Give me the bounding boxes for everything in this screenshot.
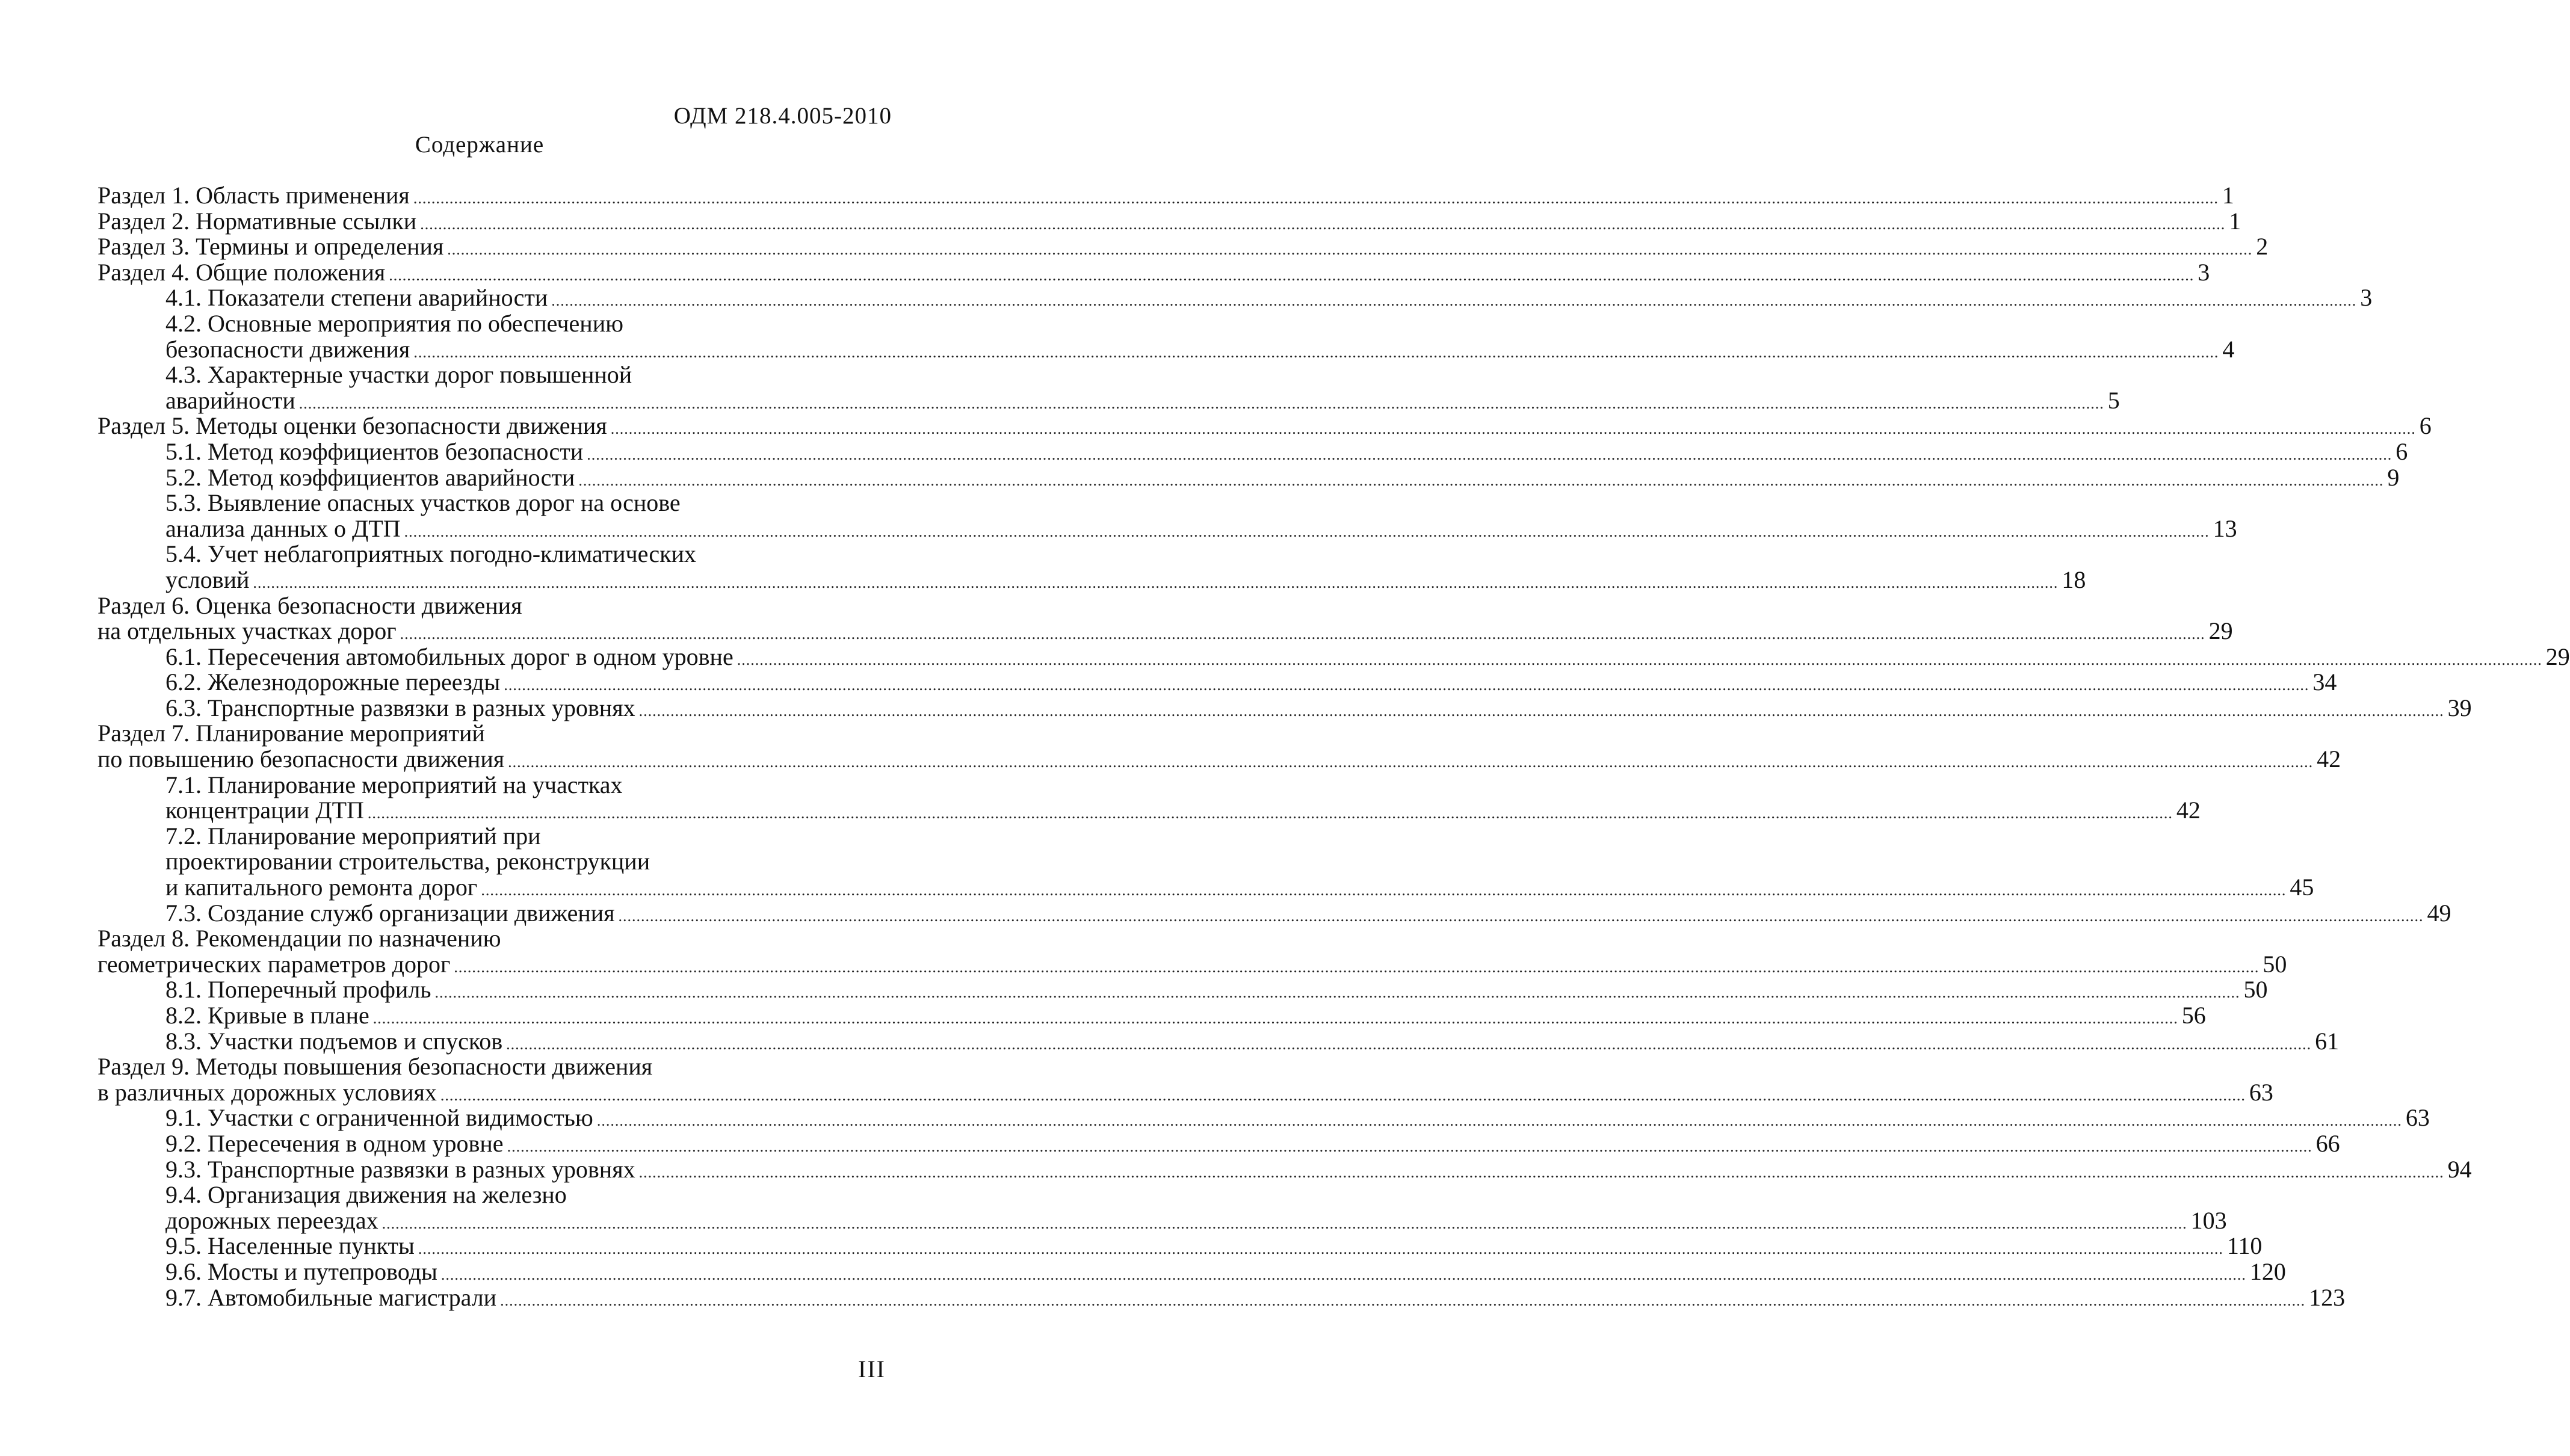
dot-leader: ................................................................................................................................................................................................................................................................................................................................................................................................................ bbox=[500, 1291, 2306, 1309]
dot-leader: ................................................................................................................................................................................................................................................................................................................................................................................................................ bbox=[440, 1086, 2246, 1104]
table-of-contents bbox=[0, 182, 2570, 1311]
toc-entry-text: Раздел 2. Нормативные ссылки bbox=[97, 207, 417, 235]
toc-page-number: 2 bbox=[2256, 233, 2269, 261]
dot-leader: ................................................................................................................................................................................................................................................................................................................................................................................................................ bbox=[481, 881, 2287, 899]
toc-entry[interactable] bbox=[0, 694, 2472, 721]
toc-entry[interactable] bbox=[0, 1232, 2263, 1260]
toc-page-number: 42 bbox=[2176, 797, 2201, 824]
toc-entry[interactable] bbox=[0, 899, 2451, 927]
toc-entry[interactable] bbox=[0, 309, 2235, 363]
toc-entry-text: геометрических параметров дорог bbox=[97, 950, 451, 978]
toc-entry[interactable] bbox=[0, 1181, 2227, 1234]
toc-entry-text: и капитального ремонта дорог bbox=[165, 874, 478, 901]
toc-page-number: 1 bbox=[2222, 182, 2234, 209]
toc-page-number: 120 bbox=[2249, 1257, 2286, 1285]
dot-leader: ................................................................................................................................................................................................................................................................................................................................................................................................................ bbox=[420, 215, 2226, 233]
toc-entry-text: 8.3. Участки подъемов и спусков bbox=[165, 1027, 503, 1055]
toc-page-number: 110 bbox=[2226, 1232, 2263, 1260]
toc-entry[interactable] bbox=[0, 1027, 2340, 1055]
toc-page-number: 5 bbox=[2107, 386, 2120, 414]
dot-leader: ................................................................................................................................................................................................................................................................................................................................................................................................................ bbox=[578, 471, 2384, 489]
toc-entry[interactable] bbox=[0, 412, 2432, 440]
toc-entry[interactable] bbox=[0, 463, 2400, 491]
toc-entry-text: 5.2. Метод коэффициентов аварийности bbox=[165, 463, 575, 491]
toc-page-number: 50 bbox=[2263, 950, 2287, 978]
dot-leader: ................................................................................................................................................................................................................................................................................................................................................................................................................ bbox=[737, 650, 2542, 668]
toc-page-number: 66 bbox=[2315, 1129, 2340, 1157]
toc-entry[interactable] bbox=[0, 540, 2086, 593]
toc-entry-text: 8.1. Поперечный профиль bbox=[165, 976, 431, 1004]
toc-entry-text: 4.3. Характерные участки дорог повышенной bbox=[165, 361, 632, 389]
toc-page-number: 29 bbox=[2208, 617, 2233, 645]
toc-entry[interactable] bbox=[0, 1053, 2273, 1106]
dot-leader: ................................................................................................................................................................................................................................................................................................................................................................................................................ bbox=[638, 1163, 2444, 1181]
page-number: III bbox=[858, 1356, 886, 1383]
toc-entry-text: 9.6. Мосты и путепроводы bbox=[165, 1257, 437, 1285]
dot-leader: ................................................................................................................................................................................................................................................................................................................................................................................................................ bbox=[372, 1010, 2178, 1027]
toc-entry-text: 8.2. Кривые в плане bbox=[165, 1002, 369, 1029]
toc-page-number: 6 bbox=[2395, 437, 2408, 465]
dot-leader: ................................................................................................................................................................................................................................................................................................................................................................................................................ bbox=[404, 522, 2210, 540]
toc-entry-text: анализа данных о ДТП bbox=[165, 514, 401, 542]
toc-entry-text: 6.2. Железнодорожные переезды bbox=[165, 668, 501, 696]
toc-entry-text: Раздел 1. Область применения bbox=[97, 182, 410, 209]
dot-leader: ................................................................................................................................................................................................................................................................................................................................................................................................................ bbox=[298, 394, 2104, 412]
toc-page-number: 39 bbox=[2447, 694, 2472, 721]
toc-page-number: 56 bbox=[2181, 1002, 2206, 1029]
toc-entry[interactable] bbox=[0, 489, 2237, 542]
toc-entry-text: по повышению безопасности движения bbox=[97, 745, 505, 773]
toc-page-number: 9 bbox=[2387, 463, 2400, 491]
toc-entry[interactable] bbox=[0, 1002, 2206, 1029]
toc-entry-text: 4.1. Показатели степени аварийности bbox=[165, 284, 548, 312]
toc-entry-text: 5.4. Учет неблагоприятных погодно-климатических bbox=[165, 540, 696, 568]
dot-leader: ................................................................................................................................................................................................................................................................................................................................................................................................................ bbox=[400, 625, 2205, 643]
toc-entry-text: безопасности движения bbox=[165, 335, 410, 363]
toc-page-number: 13 bbox=[2213, 514, 2237, 542]
page-title: Содержание bbox=[415, 132, 545, 158]
toc-page-number: 3 bbox=[2198, 258, 2210, 286]
dot-leader: ................................................................................................................................................................................................................................................................................................................................................................................................................ bbox=[507, 1137, 2312, 1155]
dot-leader: ................................................................................................................................................................................................................................................................................................................................................................................................................ bbox=[638, 702, 2444, 720]
toc-entry-text: условий bbox=[165, 566, 250, 593]
dot-leader: ................................................................................................................................................................................................................................................................................................................................................................................................................ bbox=[447, 241, 2253, 259]
dot-leader: ................................................................................................................................................................................................................................................................................................................................................................................................................ bbox=[389, 266, 2195, 284]
toc-entry[interactable] bbox=[0, 437, 2408, 465]
document-code: ОДМ 218.4.005-2010 bbox=[673, 103, 892, 129]
dot-leader: ................................................................................................................................................................................................................................................................................................................................................................................................................ bbox=[381, 1214, 2187, 1232]
dot-leader: ................................................................................................................................................................................................................................................................................................................................................................................................................ bbox=[504, 676, 2309, 694]
toc-page-number: 61 bbox=[2315, 1027, 2340, 1055]
toc-entry-text: аварийности bbox=[165, 386, 295, 414]
toc-page-number: 1 bbox=[2229, 207, 2241, 235]
toc-page-number: 34 bbox=[2312, 668, 2337, 696]
dot-leader: ................................................................................................................................................................................................................................................................................................................................................................................................................ bbox=[413, 343, 2219, 361]
toc-entry-text: на отдельных участках дорог bbox=[97, 617, 397, 645]
toc-page-number: 29 bbox=[2545, 643, 2570, 670]
toc-entry-text: концентрации ДТП bbox=[165, 797, 364, 824]
toc-entry[interactable] bbox=[0, 720, 2341, 773]
toc-entry-text: дорожных переездах bbox=[165, 1206, 378, 1234]
dot-leader: ................................................................................................................................................................................................................................................................................................................................................................................................................ bbox=[367, 804, 2173, 822]
toc-page-number: 49 bbox=[2427, 899, 2451, 927]
toc-entry[interactable] bbox=[0, 1129, 2340, 1157]
toc-entry-text: проектировании строительства, реконструкции bbox=[165, 848, 650, 875]
toc-entry[interactable] bbox=[0, 284, 2373, 312]
toc-entry[interactable] bbox=[0, 361, 2120, 414]
toc-page-number: 94 bbox=[2447, 1155, 2472, 1183]
toc-entry-text: 7.1. Планирование мероприятий на участках bbox=[165, 771, 623, 798]
toc-entry-text: 9.7. Автомобильные магистрали bbox=[165, 1283, 497, 1311]
toc-entry-text: 7.3. Создание служб организации движения bbox=[165, 899, 615, 927]
toc-entry-text: Раздел 9. Методы повышения безопасности движения bbox=[97, 1053, 653, 1081]
toc-entry[interactable] bbox=[0, 668, 2337, 696]
dot-leader: ................................................................................................................................................................................................................................................................................................................................................................................................................ bbox=[508, 753, 2314, 771]
toc-entry-text: 9.2. Пересечения в одном уровне bbox=[165, 1129, 504, 1157]
dot-leader: ................................................................................................................................................................................................................................................................................................................................................................................................................ bbox=[596, 1112, 2402, 1130]
toc-entry-text: 9.3. Транспортные развязки в разных уровнях bbox=[165, 1155, 635, 1183]
toc-entry-text: 4.2. Основные мероприятия по обеспечению bbox=[165, 309, 623, 337]
toc-entry[interactable] bbox=[0, 643, 2570, 670]
toc-entry[interactable] bbox=[0, 207, 2241, 235]
dot-leader: ................................................................................................................................................................................................................................................................................................................................................................................................................ bbox=[253, 573, 2059, 591]
dot-leader: ................................................................................................................................................................................................................................................................................................................................................................................................................ bbox=[587, 445, 2392, 463]
toc-entry[interactable] bbox=[0, 976, 2268, 1004]
toc-entry[interactable] bbox=[0, 1283, 2346, 1311]
toc-page-number: 3 bbox=[2360, 284, 2373, 312]
dot-leader: ................................................................................................................................................................................................................................................................................................................................................................................................................ bbox=[440, 1265, 2246, 1283]
toc-entry-text: Раздел 5. Методы оценки безопасности движения bbox=[97, 412, 607, 440]
toc-entry[interactable] bbox=[0, 182, 2234, 209]
toc-entry-text: 9.4. Организация движения на железно bbox=[165, 1181, 567, 1209]
toc-entry-text: Раздел 4. Общие положения bbox=[97, 258, 386, 286]
toc-page-number: 18 bbox=[2062, 566, 2086, 593]
dot-leader: ................................................................................................................................................................................................................................................................................................................................................................................................................ bbox=[618, 907, 2424, 925]
toc-entry-text: 5.3. Выявление опасных участков дорог на основе bbox=[165, 489, 681, 517]
toc-page-number: 63 bbox=[2249, 1078, 2273, 1106]
toc-page-number: 4 bbox=[2222, 335, 2235, 363]
toc-entry[interactable] bbox=[0, 258, 2210, 286]
dot-leader: ................................................................................................................................................................................................................................................................................................................................................................................................................ bbox=[551, 292, 2357, 310]
toc-entry-text: 9.5. Населенные пункты bbox=[165, 1232, 415, 1260]
toc-page-number: 45 bbox=[2290, 874, 2314, 901]
toc-entry[interactable] bbox=[0, 771, 2201, 824]
dot-leader: ................................................................................................................................................................................................................................................................................................................................................................................................................ bbox=[413, 190, 2219, 207]
toc-entry[interactable] bbox=[0, 822, 2314, 901]
toc-entry[interactable] bbox=[0, 1104, 2430, 1132]
dot-leader: ................................................................................................................................................................................................................................................................................................................................................................................................................ bbox=[506, 1035, 2312, 1053]
toc-entry-text: Раздел 7. Планирование мероприятий bbox=[97, 720, 485, 747]
toc-entry-text: 6.3. Транспортные развязки в разных уровнях bbox=[165, 694, 635, 721]
toc-entry[interactable] bbox=[0, 925, 2287, 978]
dot-leader: ................................................................................................................................................................................................................................................................................................................................................................................................................ bbox=[434, 984, 2240, 1002]
toc-entry-text: Раздел 8. Рекомендации по назначению bbox=[97, 925, 501, 952]
toc-entry-text: Раздел 6. Оценка безопасности движения bbox=[97, 591, 522, 619]
toc-page-number: 63 bbox=[2405, 1104, 2430, 1132]
toc-page-number: 50 bbox=[2243, 976, 2268, 1004]
dot-leader: ................................................................................................................................................................................................................................................................................................................................................................................................................ bbox=[454, 958, 2260, 976]
dot-leader: ................................................................................................................................................................................................................................................................................................................................................................................................................ bbox=[418, 1240, 2223, 1258]
toc-entry-text: 5.1. Метод коэффициентов безопасности bbox=[165, 437, 584, 465]
toc-entry-text: 9.1. Участки с ограниченной видимостью bbox=[165, 1104, 593, 1132]
toc-page-number: 103 bbox=[2190, 1206, 2227, 1234]
toc-entry-text: Раздел 3. Термины и определения bbox=[97, 233, 444, 261]
toc-page-number: 6 bbox=[2419, 412, 2432, 440]
toc-page-number: 42 bbox=[2317, 745, 2341, 773]
toc-entry[interactable] bbox=[0, 1155, 2472, 1183]
toc-entry-text: в различных дорожных условиях bbox=[97, 1078, 437, 1106]
toc-entry[interactable] bbox=[0, 591, 2233, 645]
dot-leader: ................................................................................................................................................................................................................................................................................................................................................................................................................ bbox=[610, 420, 2416, 438]
toc-entry-text: 6.1. Пересечения автомобильных дорог в одном уровне bbox=[165, 643, 734, 670]
toc-entry-text: 7.2. Планирование мероприятий при bbox=[165, 822, 541, 850]
toc-entry[interactable] bbox=[0, 1257, 2286, 1285]
toc-page-number: 123 bbox=[2309, 1283, 2346, 1311]
toc-entry[interactable] bbox=[0, 233, 2269, 261]
